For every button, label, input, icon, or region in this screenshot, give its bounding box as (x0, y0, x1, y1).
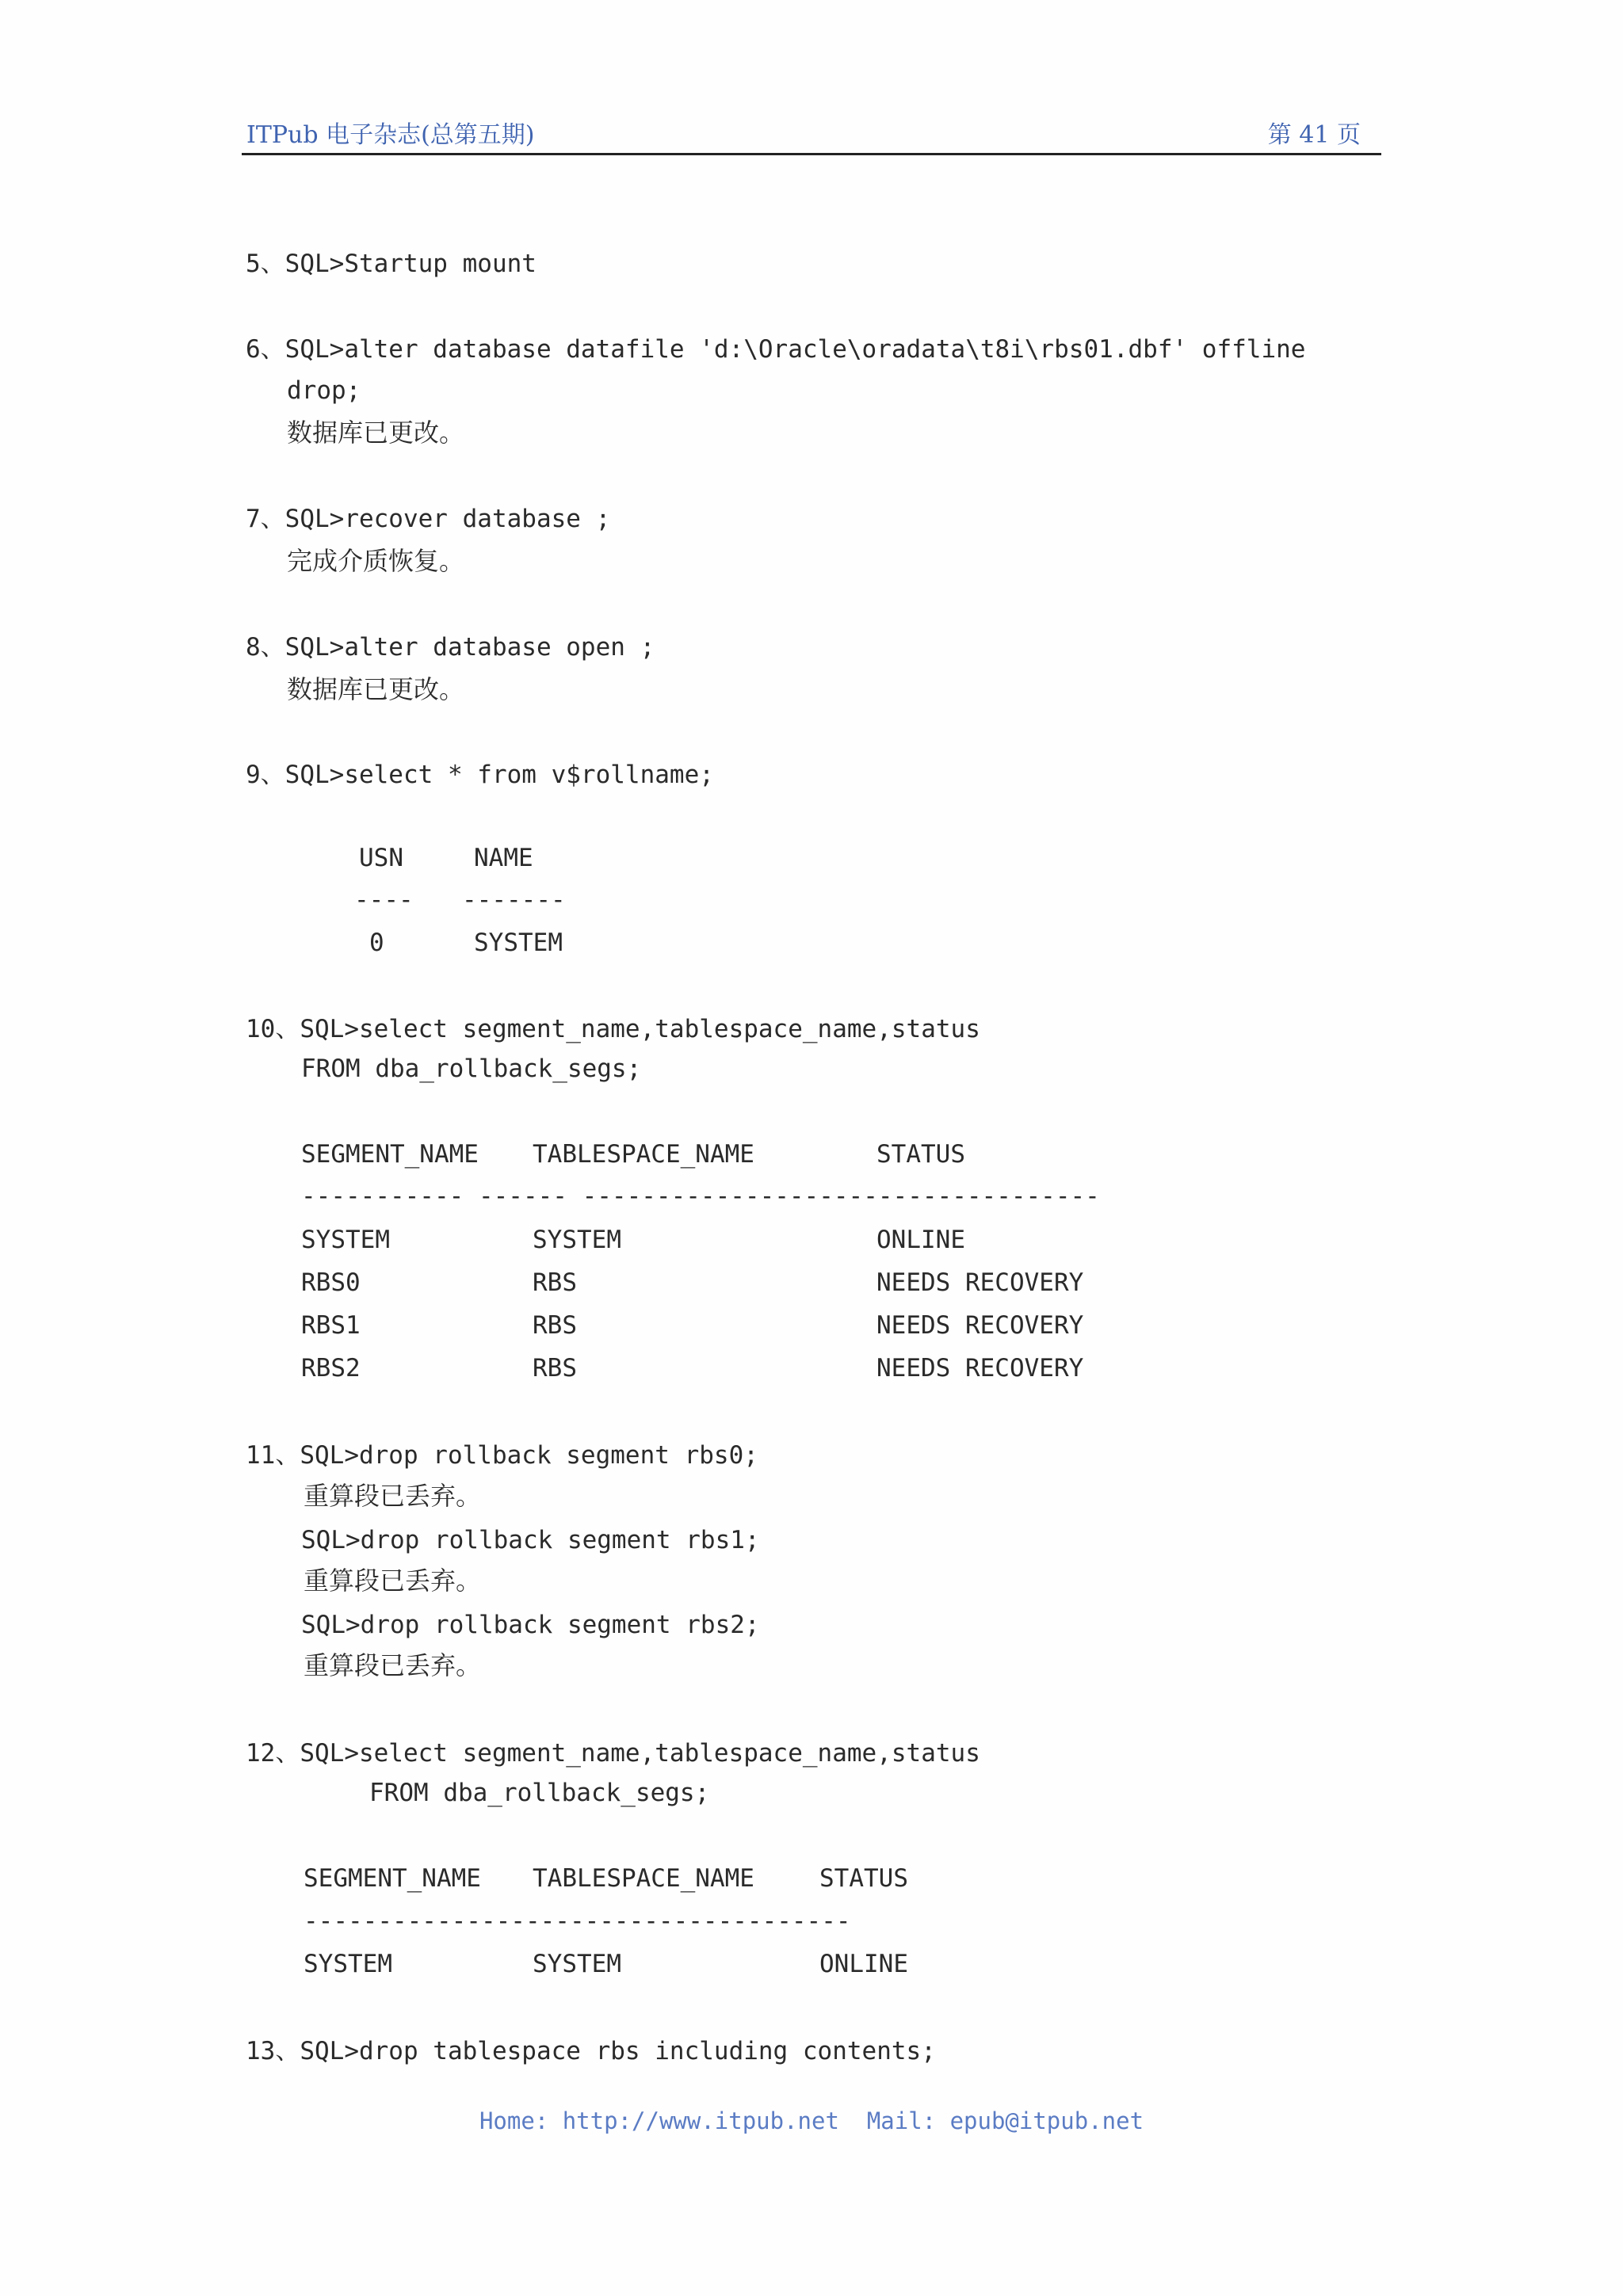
step-8-command: 8、SQL>alter database open ; (246, 633, 655, 662)
step-11-result: 重算段已丢弃。 (304, 1650, 482, 1680)
step-5: 5、SQL>Startup mount (246, 250, 537, 278)
table-cell: SYSTEM (533, 1226, 621, 1254)
table-cell: RBS1 (301, 1311, 361, 1340)
page-number: 第 41 页 (1267, 121, 1361, 149)
table-cell: RBS2 (301, 1354, 361, 1383)
column-header: STATUS (876, 1140, 965, 1169)
table-cell: RBS (533, 1311, 577, 1340)
step-10-command: 10、SQL>select segment_name,tablespace_name,status (246, 1015, 980, 1043)
column-separator: ---- (354, 886, 414, 914)
table-separator: ----------- ------ ----------------------------------- (301, 1182, 1100, 1211)
table-cell: NEEDS RECOVERY (876, 1354, 1084, 1383)
table-cell: ONLINE (876, 1226, 965, 1254)
step-6-result: 数据库已更改。 (287, 418, 465, 448)
step-7-command: 7、SQL>recover database ; (246, 505, 611, 533)
table-cell: RBS0 (301, 1268, 361, 1297)
column-separator: ------- (462, 886, 566, 914)
table-cell: SYSTEM (474, 929, 563, 957)
column-header: TABLESPACE_NAME (533, 1140, 754, 1169)
table-cell: SYSTEM (533, 1950, 621, 1978)
step-11-result: 重算段已丢弃。 (304, 1566, 482, 1596)
step-11-command: SQL>drop rollback segment rbs2; (301, 1611, 760, 1639)
column-header: TABLESPACE_NAME (533, 1864, 754, 1893)
step-11-result: 重算段已丢弃。 (304, 1481, 482, 1511)
step-12-command: 12、SQL>select segment_name,tablespace_name,status (246, 1739, 980, 1768)
table-cell: 0 (369, 929, 384, 957)
step-10-command-cont: FROM dba_rollback_segs; (301, 1055, 642, 1083)
table-separator: ------------------------------------- (304, 1907, 851, 1936)
column-header: SEGMENT_NAME (301, 1140, 479, 1169)
magazine-title: ITPub 电子杂志(总第五期) (246, 121, 535, 149)
step-13-command: 13、SQL>drop tablespace rbs including contents; (246, 2037, 936, 2065)
page-header (242, 115, 1381, 155)
step-9-command: 9、SQL>select * from v$rollname; (246, 761, 714, 789)
table-cell: SYSTEM (304, 1950, 392, 1978)
step-11-command: SQL>drop rollback segment rbs1; (301, 1526, 760, 1554)
table-cell: ONLINE (819, 1950, 908, 1978)
page-footer: Home: http://www.itpub.net Mail: epub@itpub.net (479, 2107, 1144, 2134)
step-12-command-cont: FROM dba_rollback_segs; (369, 1779, 710, 1807)
column-header: USN (359, 844, 403, 872)
step-8-result: 数据库已更改。 (287, 674, 465, 704)
step-11-command: 11、SQL>drop rollback segment rbs0; (246, 1441, 758, 1470)
table-cell: NEEDS RECOVERY (876, 1311, 1084, 1340)
column-header: NAME (474, 844, 533, 872)
column-header: STATUS (819, 1864, 908, 1893)
step-6-command: 6、SQL>alter database datafile 'd:\Oracle\oradata\t8i\rbs01.dbf' offline (246, 335, 1306, 364)
step-6-command-cont: drop; (287, 376, 361, 405)
step-7-result: 完成介质恢复。 (287, 546, 465, 576)
table-cell: RBS (533, 1268, 577, 1297)
column-header: SEGMENT_NAME (304, 1864, 481, 1893)
table-cell: NEEDS RECOVERY (876, 1268, 1084, 1297)
table-cell: RBS (533, 1354, 577, 1383)
table-cell: SYSTEM (301, 1226, 390, 1254)
